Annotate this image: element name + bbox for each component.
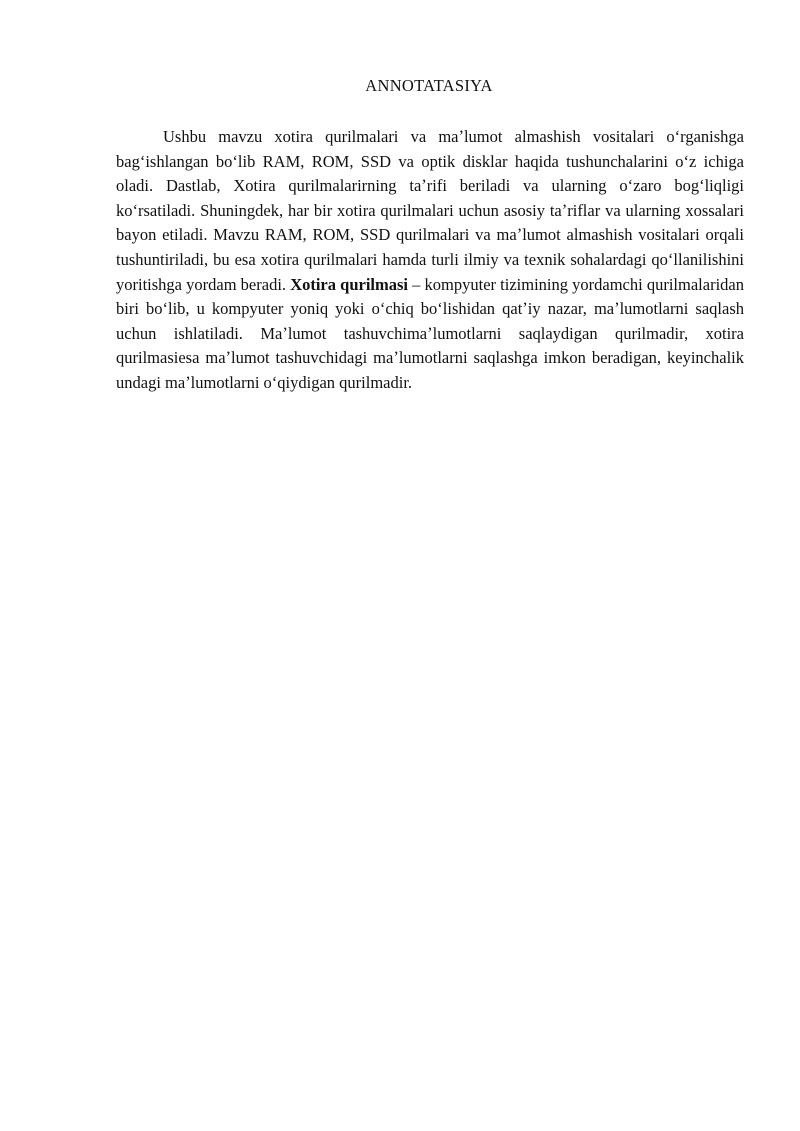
paragraph-intro: Ushbu mavzu xotira qurilmalari va maʼlumot almashish vositalari oʻrganishga bagʻishlangan boʻlib RAM, ROM, SSD va optik disklar haqida tushunchalarini oʻz ichiga oladi. Dastlab, Xotira qurilmalarirning taʼrifi beriladi va ularning oʻzaro bogʻliqligi koʻrsatiladi. Shuningdek, har bir xotira qurilmalari uchun asosiy taʼriflar va ularning xossalari bayon etiladi. Mavzu RAM, ROM, SSD qurilmalari va maʼlumot almashish vositalari orqali tushuntiriladi, bu esa xotira qurilmalari hamda turli ilmiy va texnik sohalardagi qoʻllanilishini yoritishga yordam beradi. [116,127,744,294]
paragraph-definition: – kompyuter tizimining yordamchi qurilmalaridan biri boʻlib, u kompyuter yoniq yoki oʻchiq boʻlishidan qatʼiy nazar, maʼlumotlarni saqlash uchun ishlatiladi. Maʼlumot tashuvchimaʼlumotlarni saqlaydigan qurilmadir, xotira qurilmasiesa maʼlumot tashuvchidagi maʼlumotlarni saqlashga imkon beradigan, keyinchalik undagi maʼlumotlarni oʻqiydigan qurilmadir. [116,274,744,392]
bold-term: Xotira qurilmasi [290,274,408,294]
annotation-paragraph [116,125,744,396]
document-title: ANNOTATASIYA [365,76,493,95]
